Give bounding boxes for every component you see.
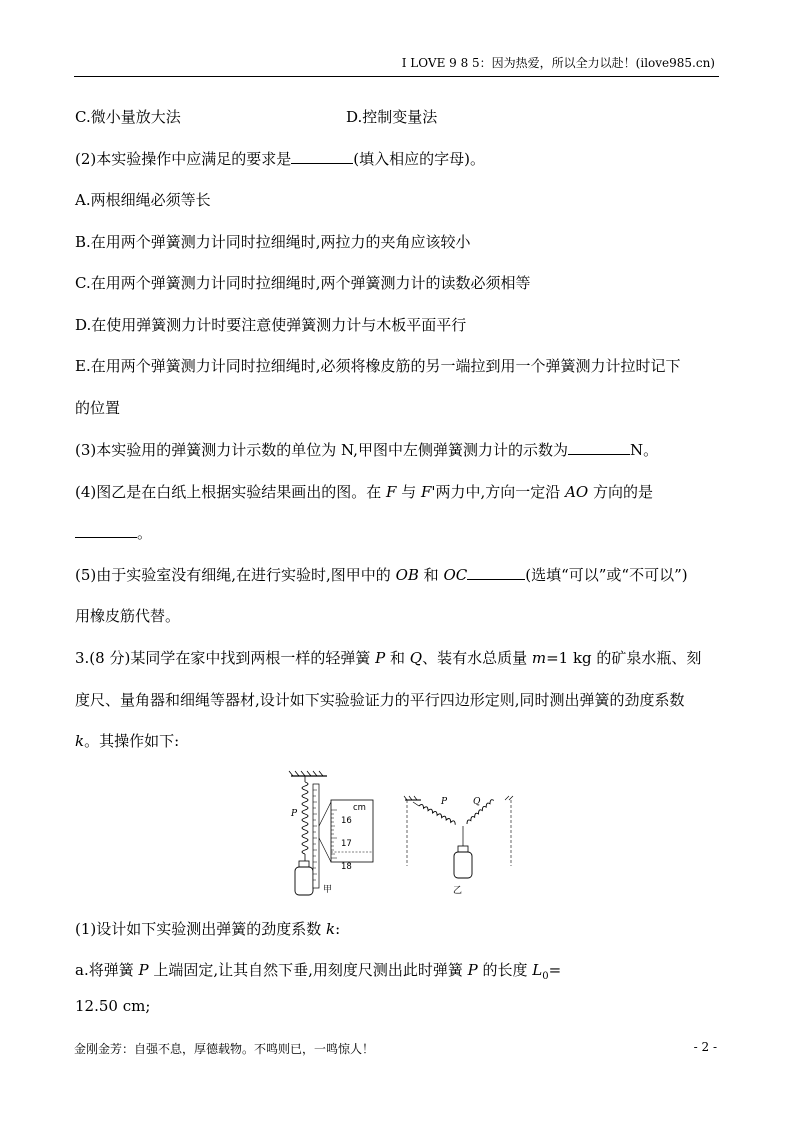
- problem3-line1: [75, 648, 701, 668]
- q5-text-a: (5)由于实验室没有细绳,在进行实验时,图甲中的: [75, 566, 396, 584]
- experiment-figure: [283, 766, 523, 900]
- q5-stem: [75, 565, 688, 585]
- sa-text-b: 上端固定,让其自然下垂,用刻度尺测出此时弹簧: [148, 961, 468, 979]
- scale-tick-18: 18: [341, 862, 352, 872]
- q3-stem-post: N。: [629, 441, 659, 459]
- s1-text-b: :: [335, 920, 341, 938]
- q3-stem: [75, 440, 658, 460]
- spring-q-label: Q: [473, 797, 481, 807]
- problem3-line2: 度尺、量角器和细绳等器材,设计如下实验验证力的平行四边形定则,同时测出弹簧的劲度系数: [75, 691, 685, 709]
- q2-option-a: A.两根细绳必须等长: [75, 191, 211, 209]
- q1-option-d: D.控制变量法: [346, 108, 438, 126]
- q5-var-oc: OC: [443, 566, 468, 584]
- p3-text-c: 、装有水总质量: [422, 649, 532, 667]
- p3-text-a: 3.(8 分)某同学在家中找到两根一样的轻弹簧: [75, 649, 376, 667]
- figure-jia: [289, 771, 373, 895]
- q4-text-d: 方向的是: [588, 483, 653, 501]
- step1-stem: [75, 919, 340, 939]
- p3-var-p: P: [375, 649, 386, 667]
- spring-p-label-yi: P: [441, 797, 448, 807]
- sa-var-p2: P: [467, 961, 478, 979]
- page-number: - 2 -: [693, 1040, 717, 1054]
- q4-text-c: 两力中,方向一定沿: [435, 483, 566, 501]
- q2-stem-post: (填入相应的字母)。: [353, 150, 485, 168]
- q2-option-c: C.在用两个弹簧测力计同时拉细绳时,两个弹簧测力计的读数必须相等: [75, 274, 531, 292]
- q2-option-e-line2: 的位置: [75, 399, 121, 417]
- q4-var-ao: AO: [565, 483, 589, 501]
- q5-var-ob: OB: [395, 566, 419, 584]
- step-a-line1: [75, 960, 561, 987]
- sa-text-d: =: [548, 961, 562, 979]
- p3-var-m: m: [531, 649, 547, 667]
- q2-stem: [75, 149, 485, 169]
- sa-text-c: 的长度: [477, 961, 533, 979]
- p3-text-b: 和: [385, 649, 410, 667]
- figure-yi: [404, 796, 513, 896]
- q5-text-b: 和: [418, 566, 444, 584]
- q1-options: [75, 107, 438, 127]
- q4-end: 。: [137, 524, 153, 542]
- q4-var-f: F: [386, 483, 397, 501]
- scale-unit: cm: [353, 803, 366, 813]
- sa-var-l-sub: 0: [542, 971, 549, 982]
- s1-var-k: k: [326, 920, 336, 938]
- scale-tick-17: 17: [341, 839, 352, 849]
- sa-var-p: P: [138, 961, 149, 979]
- q4-var-f-prime: F': [421, 483, 436, 501]
- spring-p-label: P: [291, 809, 298, 819]
- p3-text-line3: 。其操作如下:: [84, 732, 180, 750]
- answer-blank: [568, 440, 630, 455]
- p3-var-q: Q: [409, 649, 423, 667]
- problem3-line3: [75, 731, 179, 751]
- sa-var-l: L: [532, 961, 543, 979]
- q2-option-b: B.在用两个弹簧测力计同时拉细绳时,两拉力的夹角应该较小: [75, 233, 471, 251]
- s1-text-a: (1)设计如下实验测出弹簧的劲度系数: [75, 920, 327, 938]
- sa-text-a: a.将弹簧: [75, 961, 139, 979]
- p3-var-k: k: [75, 732, 85, 750]
- footer-motto: 金刚金芳：自强不息，厚德载物。不鸣则已，一鸣惊人！: [74, 1042, 375, 1056]
- q5-line2: 用橡皮筋代替。: [75, 607, 181, 625]
- q4-text-b: 与: [396, 483, 421, 501]
- p3-text-d: =1 kg 的矿泉水瓶、刻: [546, 649, 702, 667]
- answer-blank: [75, 523, 137, 538]
- header-text: I LOVE 9 8 5：因为热爱，所以全力以赴！(ilove985.cn): [401, 56, 715, 70]
- q4-stem: [75, 482, 653, 502]
- figure-label-yi: 乙: [453, 886, 463, 896]
- page-header: [74, 54, 719, 77]
- figure-label-jia: 甲: [323, 885, 333, 895]
- q1-option-c: C.微小量放大法: [75, 108, 181, 126]
- answer-blank: [291, 149, 353, 164]
- q2-option-d: D.在使用弹簧测力计时要注意使弹簧测力计与木板平面平行: [75, 316, 467, 334]
- q3-stem-pre: (3)本实验用的弹簧测力计示数的单位为 N,甲图中左侧弹簧测力计的示数为: [75, 441, 568, 459]
- q2-option-e-line1: E.在用两个弹簧测力计同时拉细绳时,必须将橡皮筋的另一端拉到用一个弹簧测力计拉时记下: [75, 357, 681, 375]
- q5-text-c: (选填“可以”或“不可以”): [525, 566, 688, 584]
- scale-tick-16: 16: [341, 816, 352, 826]
- q4-text-a: (4)图乙是在白纸上根据实验结果画出的图。在: [75, 483, 387, 501]
- step-a-line2: 12.50 cm;: [75, 997, 151, 1015]
- q2-stem-pre: (2)本实验操作中应满足的要求是: [75, 150, 292, 168]
- q4-answer-line: [75, 523, 152, 543]
- answer-blank: [467, 565, 525, 580]
